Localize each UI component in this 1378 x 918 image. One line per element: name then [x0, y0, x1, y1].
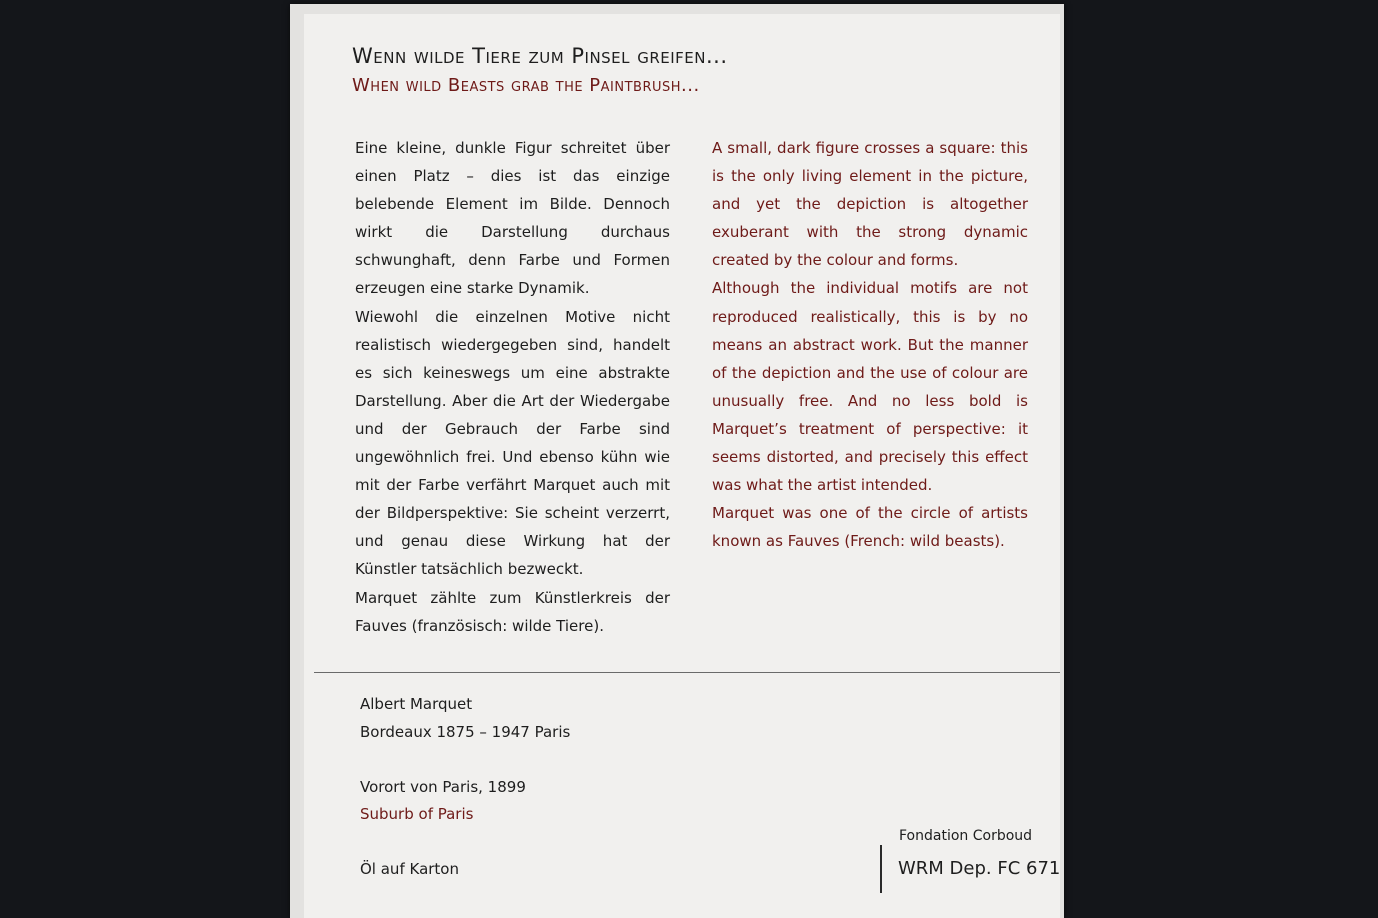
artist-life-dates: Bordeaux 1875 – 1947 Paris — [360, 723, 571, 741]
paragraph-de-2: Wiewohl die einzelnen Motive nicht realistisch wiedergegeben sind, handelt es sich keineswegs um eine abstrakte Darstellung. Aber die Art der Wiedergabe und der Gebrauch der Farbe sind ungewöhnlich frei. Und ebenso kühn wie mit der Farbe verfährt Marquet auch mit der Bildperspektive: Sie scheint verzerrt, und genau diese Wirkung hat der Künstler tatsächlich bezweckt. — [355, 307, 670, 579]
medium: Öl auf Karton — [360, 860, 459, 878]
divider-line — [314, 672, 1060, 673]
text-english — [712, 134, 1028, 555]
inventory-number: WRM Dep. FC 671 — [898, 858, 1061, 879]
paragraph-en-3: Marquet was one of the circle of artists known as Fauves (French: wild beasts). — [712, 504, 1028, 551]
artist-name: Albert Marquet — [360, 695, 473, 713]
work-title-english: Suburb of Paris — [360, 805, 474, 823]
vertical-separator — [880, 845, 882, 893]
title-german: Wenn wilde Tiere zum Pinsel greifen... — [352, 44, 728, 68]
paragraph-en-1: A small, dark figure crosses a square: this is the only living element in the picture, and yet the depiction is altogether exuberant with the strong dynamic created by the colour and forms. — [712, 139, 1028, 270]
collection-name: Fondation Corboud — [899, 828, 1033, 844]
text-german — [355, 134, 670, 640]
paragraph-de-3: Marquet zählte zum Künstlerkreis der Fauves (französisch: wilde Tiere). — [355, 588, 670, 635]
paragraph-en-2: Although the individual motifs are not reproduced realistically, this is by no means an abstract work. But the manner of the depiction and the use of colour are unusually free. And no less bold is Marquet’s treatment of perspective: it seems distorted, and precisely this effect was what the artist intended. — [712, 279, 1028, 495]
paragraph-de-1: Eine kleine, dunkle Figur schreitet über einen Platz – dies ist das einzige belebende Element im Bilde. Dennoch wirkt die Darstellung durchaus schwunghaft, denn Farbe und Formen erzeugen eine starke Dynamik. — [355, 139, 670, 298]
work-title-german: Vorort von Paris, 1899 — [360, 778, 526, 796]
title-english: When wild Beasts grab the Paintbrush... — [352, 75, 700, 96]
